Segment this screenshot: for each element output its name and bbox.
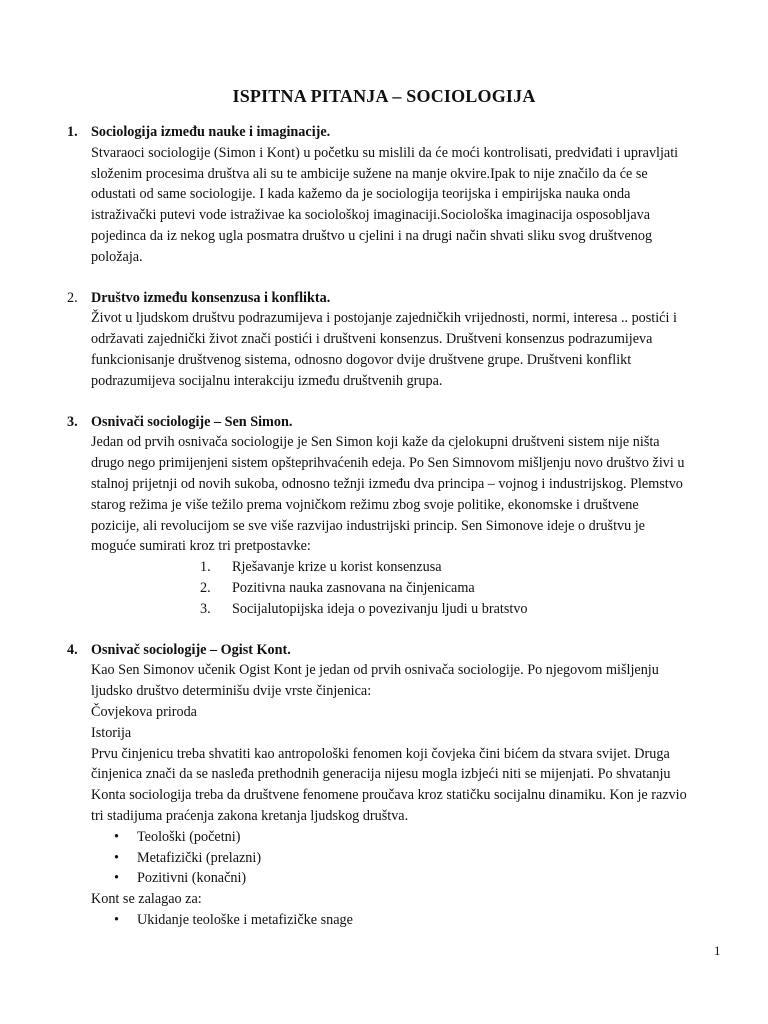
list-text: Teološki (početni) (137, 828, 241, 845)
text-line: složenim procesima društva ali su te ambicije sužene na manje okvire.Ipak to nije značilo da će se (91, 165, 648, 182)
text-line: pozicije, ali revolucijom se sve više razvijao industrijski princip. Sen Simonove ideje o društvu je (91, 517, 645, 534)
list-text: Metafizički (prelazni) (137, 849, 262, 866)
text-line: Kao Sen Simonov učenik Ogist Kont je jedan od prvih osnivača sociologije. Po njegovom mišljenju (91, 662, 659, 679)
question-4 (67, 640, 727, 931)
list-text: Socijalutopijska ideja o povezivanju ljudi u bratstvo (232, 600, 528, 617)
text-line: tri stadijuma praćenja zakona kretanja ljudskog društva. (91, 807, 409, 824)
list-text: Ukidanje teološke i metafizičke snage (137, 911, 353, 928)
text-line: Kont se zalagao za: (91, 891, 202, 908)
bullet-icon: • (114, 911, 119, 928)
question-2 (67, 288, 727, 392)
page-number: 1 (714, 943, 721, 958)
question-number: 4. (67, 641, 78, 658)
text-line: Prvu činjenicu treba shvatiti kao antropološki fenomen koji čovjeka čini bićem da stvara svijet. Druga (91, 745, 670, 762)
text-line: Istorija (91, 724, 132, 741)
text-line: Jedan od prvih osnivača sociologije je Sen Simon koji kaže da cjelokupni društveni sistem nije ništa (91, 434, 660, 451)
text-line: istraživački putevi vode istraživae ka sociološkoj imaginaciji.Sociološka imaginacija osposobljava (91, 207, 651, 224)
bullet-icon: • (114, 870, 119, 887)
list-item (114, 868, 727, 889)
text-line: ljudsko društvo determinišu dvije vrste činjenica: (91, 683, 372, 700)
question-title: Osnivači sociologije – Sen Simon. (91, 413, 293, 430)
question-answer (91, 143, 727, 268)
list-item (200, 599, 727, 620)
text-line: Stvaraoci sociologije (Simon i Kont) u početku su mislili da će moći kontrolisati, predviđati i upravljati (91, 144, 679, 161)
question-title: Društvo između konsenzusa i konflikta. (91, 289, 331, 306)
bullet-list (114, 910, 727, 931)
list-item (114, 848, 727, 869)
question-title: Osnivač sociologije – Ogist Kont. (91, 641, 291, 658)
list-item (200, 557, 727, 578)
list-item (114, 827, 727, 848)
list-text: Pozitivni (konačni) (137, 870, 247, 887)
question-1 (67, 122, 727, 268)
text-line: Konta sociologija treba da društvene fenomene proučava kroz statičku socijalnu dinamiku. Kon je razvio (91, 787, 687, 804)
list-number: 1. (200, 559, 211, 576)
bullet-icon: • (114, 849, 119, 866)
list-text: Pozitivna nauka zasnovana na činjenicama (232, 579, 475, 596)
question-answer (91, 308, 727, 391)
bullet-list (114, 827, 727, 889)
question-answer (91, 432, 727, 557)
document-body (67, 122, 727, 951)
question-answer-continued (91, 889, 727, 910)
question-number: 1. (67, 124, 78, 140)
text-line: drugo nego primijenjeni sistem opšteprihvaćenih edeja. Po Sen Simnovom mišljenju novo društvo živi u (91, 455, 685, 472)
text-line: funkcionisanje društvenog sistema, odnosno dogovor dvije društvene grupe. Društveni konflikt (91, 351, 632, 368)
text-line: održavati zajednički život znači postići i društveni konsenzus. Društveni konsenzus podrazumijeva (91, 331, 653, 348)
page-title: ISPITNA PITANJA – SOCIOLOGIJA (232, 86, 536, 106)
text-line: starog režima je više težilo prema vojničkom režimu zbog svoje politike, ekonomske i društvene (91, 496, 639, 513)
list-text: Rješavanje krize u korist konsenzusa (232, 559, 442, 576)
text-line: Život u ljudskom društvu podrazumijeva i postojanje zajedničkih vrijednosti, normi, interesa .. postići i (91, 310, 677, 327)
text-line: pojedinca da iz nekog ugla posmatra društvo u cjelini i na drugi način shvati sliku svog društvenog (91, 227, 653, 244)
list-number: 3. (200, 600, 211, 617)
question-title: Sociologija između nauke i imaginacije. (91, 124, 331, 140)
text-line: odustati od same sociologije. I kada kažemo da je sociologija teorijska i empirijska nauka onda (91, 186, 631, 203)
question-number: 2. (67, 289, 78, 306)
text-line: položaja. (91, 248, 143, 265)
question-answer (91, 660, 727, 826)
question-number: 3. (67, 413, 78, 430)
list-item (114, 910, 727, 931)
text-line: moguće sumirati kroz tri pretpostavke: (91, 538, 311, 555)
text-line: Čovjekova priroda (91, 703, 197, 720)
question-3 (67, 412, 727, 620)
text-line: podrazumijeva socijalnu interakciju između društvenih grupa. (91, 372, 443, 389)
text-line: stalnoj prijetnji od novih sukoba, odnosno težnji između dva principa – vojnog i industrijskog. Plemstvo (91, 475, 683, 492)
question-heading (67, 122, 727, 143)
list-number: 2. (200, 579, 211, 596)
question-heading (67, 288, 727, 309)
bullet-icon: • (114, 828, 119, 845)
text-line: činjenica znači da se nasleđa prethodnih generacija nijesu mogla izbjeći niti se mijenjati. Po shvatanju (91, 766, 671, 783)
numbered-list (200, 557, 727, 619)
list-item (200, 578, 727, 599)
question-heading (67, 412, 727, 433)
question-heading (67, 640, 727, 661)
